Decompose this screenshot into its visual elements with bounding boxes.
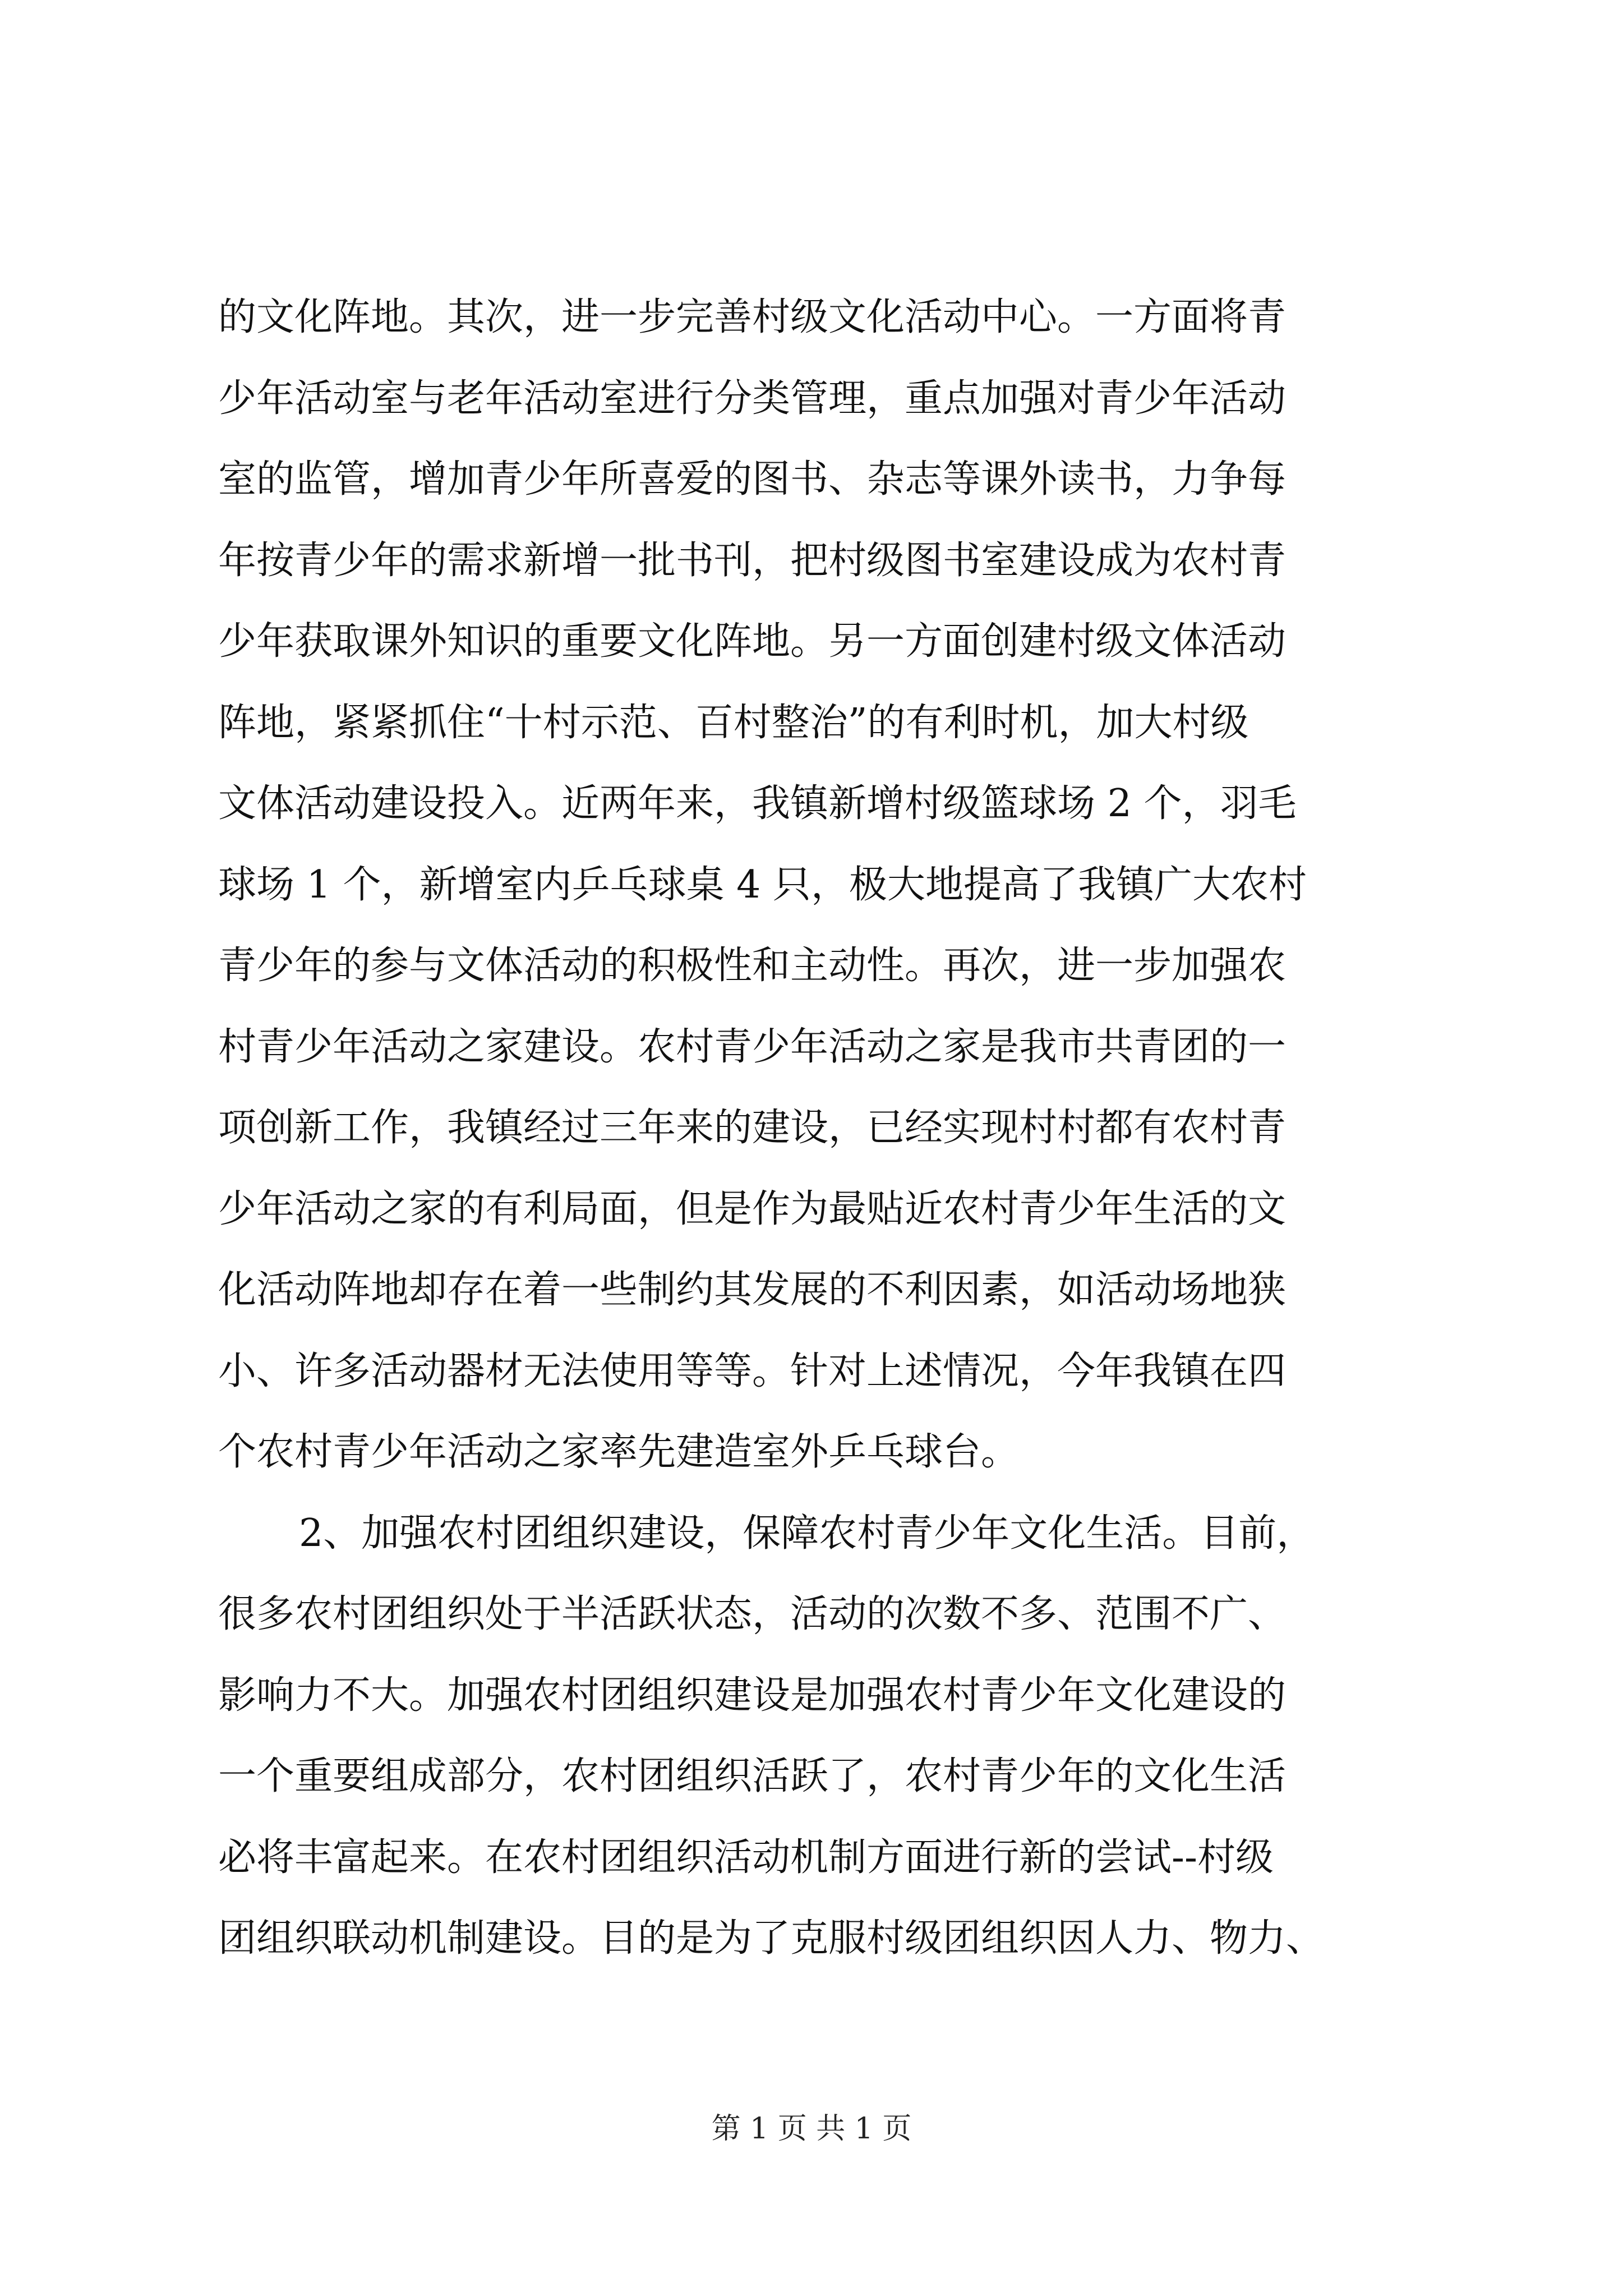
text-line: 必将丰富起来。在农村团组织活动机制方面进行新的尝试--村级 <box>218 1835 1274 1880</box>
text-line: 很多农村团组织处于半活跃状态，活动的次数不多、范围不广、 <box>218 1592 1287 1636</box>
text-line: 青少年的参与文体活动的积极性和主动性。再次，进一步加强农 <box>218 944 1287 988</box>
text-line: 个农村青少年活动之家率先建造室外乒乓球台。 <box>218 1430 1020 1474</box>
text-line: 2、加强农村团组织建设，保障农村青少年文化生活。目前， <box>299 1511 1315 1556</box>
body-text <box>218 277 1430 1980</box>
text-line: 项创新工作，我镇经过三年来的建设，已经实现村村都有农村青 <box>218 1106 1287 1150</box>
text-line: 一个重要组成部分，农村团组织活跃了，农村青少年的文化生活 <box>218 1754 1287 1798</box>
text-line: 年按青少年的需求新增一批书刊，把村级图书室建设成为农村青 <box>218 538 1287 583</box>
text-line: 少年活动室与老年活动室进行分类管理，重点加强对青少年活动 <box>218 376 1287 421</box>
text-line: 少年获取课外知识的重要文化阵地。另一方面创建村级文体活动 <box>218 619 1287 664</box>
text-line: 小、许多活动器材无法使用等等。针对上述情况，今年我镇在四 <box>218 1349 1287 1393</box>
text-line: 影响力不大。加强农村团组织建设是加强农村青少年文化建设的 <box>218 1673 1287 1718</box>
page-footer: 第 1 页 共 1 页 <box>711 2112 912 2146</box>
text-line: 化活动阵地却存在着一些制约其发展的不利因素，如活动场地狭 <box>218 1268 1287 1312</box>
text-line: 室的监管，增加青少年所喜爱的图书、杂志等课外读书，力争每 <box>218 457 1287 501</box>
text-line: 球场 1 个，新增室内乒乓球桌 4 只，极大地提高了我镇广大农村 <box>218 862 1307 907</box>
text-line: 村青少年活动之家建设。农村青少年活动之家是我市共青团的一 <box>218 1024 1287 1069</box>
text-line: 阵地，紧紧抓住“十村示范、百村整治”的有利时机，加大村级 <box>218 700 1249 745</box>
text-line: 团组织联动机制建设。目的是为了克服村级团组织因人力、物力、 <box>218 1916 1325 1961</box>
text-line: 文体活动建设投入。近两年来，我镇新增村级篮球场 2 个，羽毛 <box>218 781 1297 826</box>
text-line: 少年活动之家的有利局面，但是作为最贴近农村青少年生活的文 <box>218 1186 1287 1231</box>
text-line: 的文化阵地。其次，进一步完善村级文化活动中心。一方面将青 <box>218 295 1287 339</box>
